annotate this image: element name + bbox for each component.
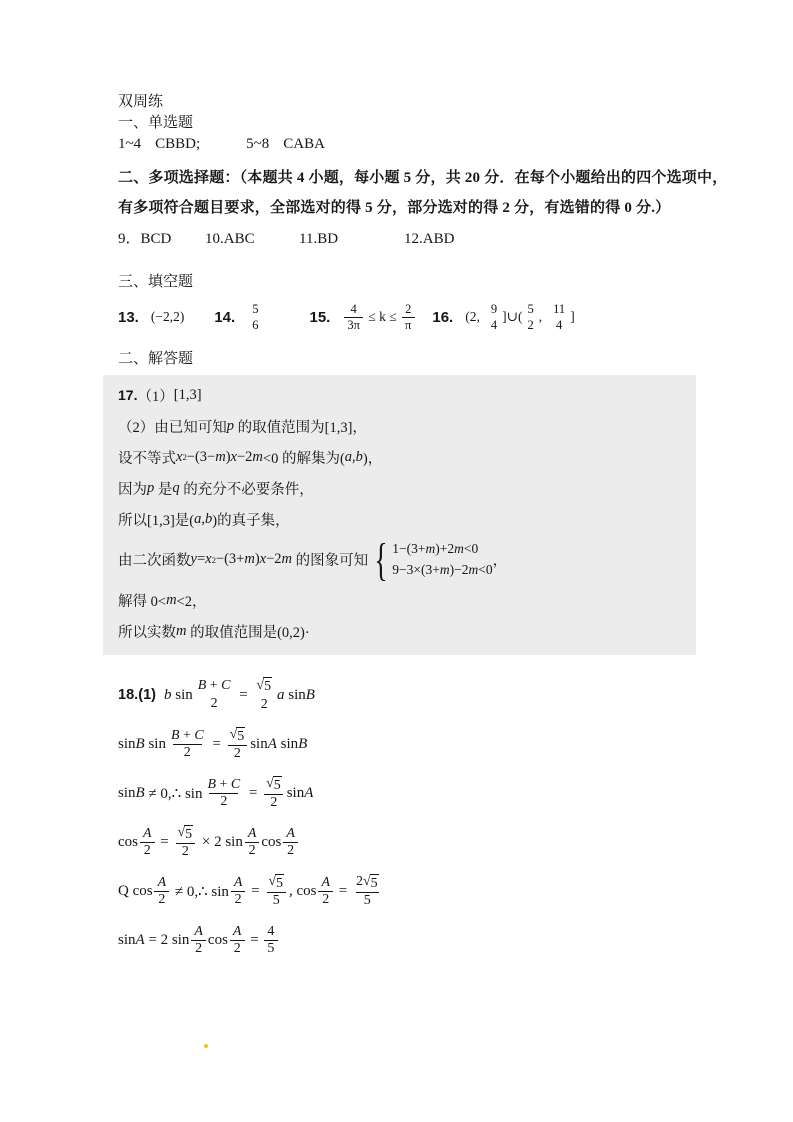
- math-frac: [353, 874, 382, 909]
- fill-item-13: [118, 309, 184, 326]
- question-number-14: 14.: [214, 308, 236, 326]
- math-sqrt: √ 5: [177, 824, 193, 842]
- question-number-16: 16.: [432, 308, 454, 326]
- math-txt: ,: [352, 448, 356, 465]
- cases-row: [392, 562, 492, 578]
- math-txt: −(3+: [215, 551, 245, 568]
- math-it: A: [194, 923, 203, 939]
- math-txt: ≠ 0,∴ sin: [171, 883, 229, 900]
- math-txt: 5: [252, 301, 259, 316]
- math-txt: × 2 sin: [198, 833, 243, 850]
- math-it: p: [226, 417, 234, 434]
- math-txt: （2）由已知可知: [118, 419, 227, 436]
- math-it: m: [281, 551, 293, 568]
- q17-solution-block: [103, 375, 696, 655]
- math-it: A: [233, 874, 243, 890]
- math-it: A: [321, 874, 330, 890]
- math-txt: ≠ 0,∴ sin: [144, 785, 203, 802]
- math-txt: 所以[1,3]是(: [118, 512, 195, 529]
- math-it: B: [305, 686, 315, 703]
- math-txt: +: [179, 727, 195, 743]
- math-it: m: [215, 448, 226, 465]
- math-sqrt: √ 5: [362, 873, 378, 891]
- q18-line-5: [118, 871, 793, 911]
- math-frac: [283, 826, 298, 859]
- math-frac: [140, 826, 155, 859]
- math-it: m: [425, 541, 436, 557]
- math-it: A: [157, 874, 167, 890]
- multi-choice-instructions-line1: 二、多项选择题：（本题共 4 小题，每小题 5 分，共 20 分．在每个小题给出的四个选项中，: [118, 170, 728, 186]
- math-txt: , cos: [288, 882, 317, 899]
- answer-item-11: 11.BD: [299, 231, 339, 247]
- math-txt: sin: [118, 784, 136, 801]
- section-heading-fill-blank: 三、填空题: [118, 274, 194, 290]
- math-txt: 1−(3+: [392, 541, 426, 557]
- q18-line-2: [118, 724, 793, 764]
- q17-line-3: 设不等式 x 2 −(3− m ) x −2 m <0 的解集为( a , b )，: [118, 448, 383, 467]
- answer-value-5-8: CABA: [283, 136, 325, 152]
- q18-line-6: [118, 920, 793, 960]
- multi-choice-instructions: [118, 163, 793, 223]
- math-frac: [253, 677, 275, 714]
- math-txt: 2: [233, 746, 241, 762]
- math-it: m: [454, 541, 464, 557]
- math-frac: [265, 874, 287, 909]
- math-frac: [249, 301, 261, 334]
- math-frac: [245, 826, 260, 859]
- math-it: B: [135, 735, 145, 752]
- math-txt: −2: [266, 551, 282, 568]
- math-txt: 2: [270, 795, 278, 811]
- math-txt: <0: [478, 562, 493, 578]
- math-it: x: [230, 448, 237, 465]
- math-txt: ): [225, 448, 231, 465]
- single-choice-answers: [118, 134, 793, 155]
- math-txt: ]∪(: [502, 309, 523, 324]
- math-txt: 由二次函数: [118, 553, 191, 570]
- math-txt: =: [235, 686, 252, 703]
- math-txt: 9: [490, 301, 498, 316]
- math-txt: 6: [252, 318, 259, 332]
- math-txt: ≤ k ≤: [364, 309, 401, 324]
- math-txt: 4: [490, 318, 498, 332]
- math-txt: ,: [201, 510, 205, 527]
- question-number-13: 13.: [118, 308, 139, 326]
- math-txt: cos: [261, 833, 282, 850]
- math-it: y: [190, 551, 197, 568]
- math-it: x: [205, 551, 212, 568]
- math-txt: 2: [234, 891, 242, 907]
- section-heading-single-choice: 一、单选题: [118, 115, 194, 131]
- math-txt: =: [335, 882, 351, 899]
- math-txt: 2: [158, 891, 166, 907]
- fill-item-16: [432, 301, 574, 334]
- math-txt: 解得 0<: [118, 593, 167, 610]
- math-it: A: [143, 825, 152, 841]
- math-txt: )−2: [449, 562, 469, 578]
- page-title: 双周练: [118, 94, 164, 110]
- math-txt: 的取值范围是(0,2)·: [186, 624, 310, 641]
- math-txt: 2: [195, 940, 203, 956]
- math-txt: 所以实数: [118, 624, 176, 641]
- math-sqrt: √ 5: [229, 726, 245, 744]
- math-frac: [227, 727, 249, 762]
- math-txt: <0: [463, 541, 479, 557]
- math-sqrt: √ 5: [268, 873, 283, 891]
- math-txt: sin: [118, 931, 136, 948]
- math-txt: 9−3×(3+: [392, 562, 440, 578]
- math-it: m: [166, 591, 177, 608]
- q17-line-6: 由二次函数 y = x 2 −(3+ m ) x −2 m 的图象可知 { 1−(3+m)+2m<0 9−3×(3+m)−2m<0 ，: [118, 534, 508, 585]
- fill-item-15: [309, 302, 416, 332]
- math-txt: ]: [570, 309, 575, 324]
- math-it: a: [194, 510, 202, 527]
- math-txt: =: [245, 784, 262, 801]
- answer-item-12: 12.ABD: [404, 231, 455, 247]
- left-brace-icon: {: [374, 534, 388, 585]
- math-txt: (2,: [465, 309, 480, 324]
- answer-value-1-4: CBBD;: [155, 136, 201, 152]
- math-txt: 2: [248, 842, 256, 858]
- math-txt: +: [215, 776, 231, 792]
- math-frac: [524, 301, 536, 334]
- multi-choice-answers: [118, 229, 793, 250]
- question-number-15: 15.: [309, 308, 331, 326]
- math-txt: 2: [527, 318, 534, 332]
- math-it: A: [304, 784, 314, 801]
- math-txt: +: [206, 678, 222, 694]
- math-it: b: [205, 510, 213, 527]
- math-txt: 4: [556, 318, 563, 332]
- math-txt: =: [196, 551, 206, 568]
- answer-formula-14: [247, 301, 263, 334]
- math-it: C: [221, 678, 231, 694]
- answer-formula-16: [465, 301, 574, 334]
- math-it: B: [170, 727, 180, 743]
- math-txt: 4: [267, 923, 275, 939]
- math-frac: [231, 875, 246, 908]
- math-it: p: [147, 479, 155, 496]
- math-txt: 5: [527, 301, 534, 316]
- math-txt: 2: [220, 793, 228, 809]
- math-txt: 的充分不必要条件，: [179, 481, 314, 498]
- math-it: m: [176, 622, 187, 639]
- q18-solution-block: [118, 675, 793, 960]
- fill-item-14: [214, 301, 263, 334]
- math-txt: 2: [181, 844, 189, 860]
- math-txt: =: [246, 931, 263, 948]
- math-txt: ): [254, 551, 260, 568]
- section-heading-solutions: 二、解答题: [118, 351, 194, 367]
- answer-item-9: 9．BCD: [118, 231, 172, 247]
- math-txt: )，: [362, 450, 383, 467]
- math-txt: π: [405, 317, 412, 332]
- math-txt: sin: [276, 735, 299, 752]
- math-it: A: [286, 825, 295, 841]
- q17-line-7: [118, 589, 696, 611]
- math-txt: 2: [183, 744, 191, 760]
- math-frac: [195, 677, 234, 713]
- math-txt: 的取值范围为[1,3]，: [234, 419, 367, 436]
- q17-line-2: [118, 415, 696, 437]
- math-txt: sin: [286, 784, 305, 801]
- math-txt: 2: [355, 873, 363, 889]
- math-it: A: [247, 825, 257, 841]
- math-sqrt: √ 5: [256, 678, 272, 695]
- math-frac: [155, 875, 170, 908]
- math-cases: [370, 534, 493, 585]
- math-it: A: [267, 735, 277, 752]
- math-it: b: [355, 448, 363, 465]
- math-txt: −2: [236, 448, 253, 465]
- q17-line-8: [118, 620, 696, 642]
- math-b: 18.(1): [118, 687, 157, 704]
- math-txt: sin: [250, 735, 268, 752]
- math-frac: [264, 924, 277, 957]
- math-sqrt: √ 5: [266, 775, 281, 793]
- math-it: B: [197, 678, 207, 694]
- math-txt: 是: [154, 481, 173, 498]
- math-txt: 2: [405, 302, 412, 317]
- math-txt: 因为: [118, 481, 147, 498]
- math-txt: sin: [144, 735, 166, 752]
- math-frac: [174, 825, 196, 860]
- math-it: C: [230, 776, 241, 792]
- math-txt: sin: [284, 686, 306, 703]
- math-txt: =: [247, 882, 264, 899]
- answer-range-1-4: 1~4: [118, 136, 142, 152]
- math-it: q: [172, 479, 180, 496]
- math-txt: 11: [553, 301, 566, 316]
- math-it: m: [244, 551, 255, 568]
- math-txt: sin: [171, 686, 193, 703]
- math-frac: [550, 301, 568, 334]
- math-txt: cos: [207, 931, 228, 948]
- answer-item-10: 10.ABC: [205, 231, 255, 247]
- math-frac: [344, 302, 363, 332]
- math-txt: = 2 sin: [144, 931, 190, 948]
- cases-row: [392, 541, 492, 557]
- multi-choice-instructions-line2: 有多项符合题目要求，全部选对的得 5 分，部分选对的得 2 分，有选错的得 0 分.）: [118, 200, 671, 216]
- q18-line-3: [118, 773, 793, 813]
- math-frac: [263, 776, 285, 811]
- math-frac: [488, 301, 500, 334]
- math-it: B: [298, 735, 308, 752]
- math-txt: 2: [287, 842, 295, 858]
- math-it: b: [164, 686, 172, 703]
- math-b: 17.: [118, 387, 138, 403]
- math-txt: Q cos: [118, 882, 153, 899]
- math-txt: )的真子集，: [212, 512, 290, 529]
- math-txt: 5: [272, 893, 280, 909]
- math-it: x: [176, 448, 183, 465]
- q17-line-1: [118, 384, 696, 406]
- math-it: m: [439, 562, 450, 578]
- math-frac: [230, 924, 245, 957]
- math-txt: 5: [267, 940, 275, 956]
- answer-range-5-8: 5~8: [246, 136, 270, 152]
- math-txt: =: [208, 735, 225, 752]
- math-txt: 2: [233, 940, 241, 956]
- math-it: B: [207, 776, 216, 792]
- math-txt: <0 的解集为(: [262, 450, 345, 467]
- math-txt: 2: [210, 696, 218, 712]
- math-it: m: [252, 448, 263, 465]
- math-it: C: [194, 727, 204, 743]
- math-txt: 2: [260, 696, 268, 712]
- math-frac: [191, 924, 206, 957]
- q17-line-4: [118, 477, 696, 499]
- math-txt: ,: [538, 309, 543, 324]
- math-txt: ，: [492, 553, 508, 570]
- math-txt: 的图象可知: [292, 553, 369, 570]
- math-txt: sin: [118, 735, 136, 752]
- math-txt: 设不等式: [118, 450, 176, 467]
- math-txt: （1）: [137, 388, 174, 405]
- math-txt: 2: [143, 842, 151, 858]
- math-it: A: [232, 923, 242, 939]
- math-txt: (−2,2): [150, 309, 185, 324]
- math-it: m: [468, 562, 479, 578]
- math-it: A: [135, 931, 145, 948]
- math-it: a: [277, 686, 285, 703]
- math-txt: )+2: [435, 541, 455, 557]
- math-frac: [402, 302, 414, 332]
- answer-formula-15: [342, 302, 416, 332]
- math-txt: [1,3]: [173, 386, 202, 403]
- math-txt: 5: [363, 893, 371, 909]
- q17-line-5: [118, 508, 696, 530]
- math-txt: =: [156, 833, 173, 850]
- q18-line-1: [118, 675, 793, 715]
- math-frac: [204, 777, 243, 810]
- answer-formula-13: [151, 309, 184, 325]
- math-txt: cos: [118, 833, 138, 850]
- fill-blank-answers: [118, 293, 793, 341]
- stray-mark: [204, 1044, 208, 1048]
- math-txt: 2: [322, 891, 330, 907]
- q18-line-4: [118, 822, 793, 862]
- math-frac: [318, 875, 333, 908]
- math-txt: −(3−: [186, 448, 216, 465]
- math-it: a: [344, 448, 353, 465]
- math-it: B: [135, 784, 145, 801]
- math-txt: <2，: [176, 593, 207, 610]
- math-txt: 3π: [347, 317, 360, 332]
- math-txt: 4: [350, 302, 357, 317]
- math-it: x: [259, 551, 267, 568]
- math-frac: [168, 728, 207, 761]
